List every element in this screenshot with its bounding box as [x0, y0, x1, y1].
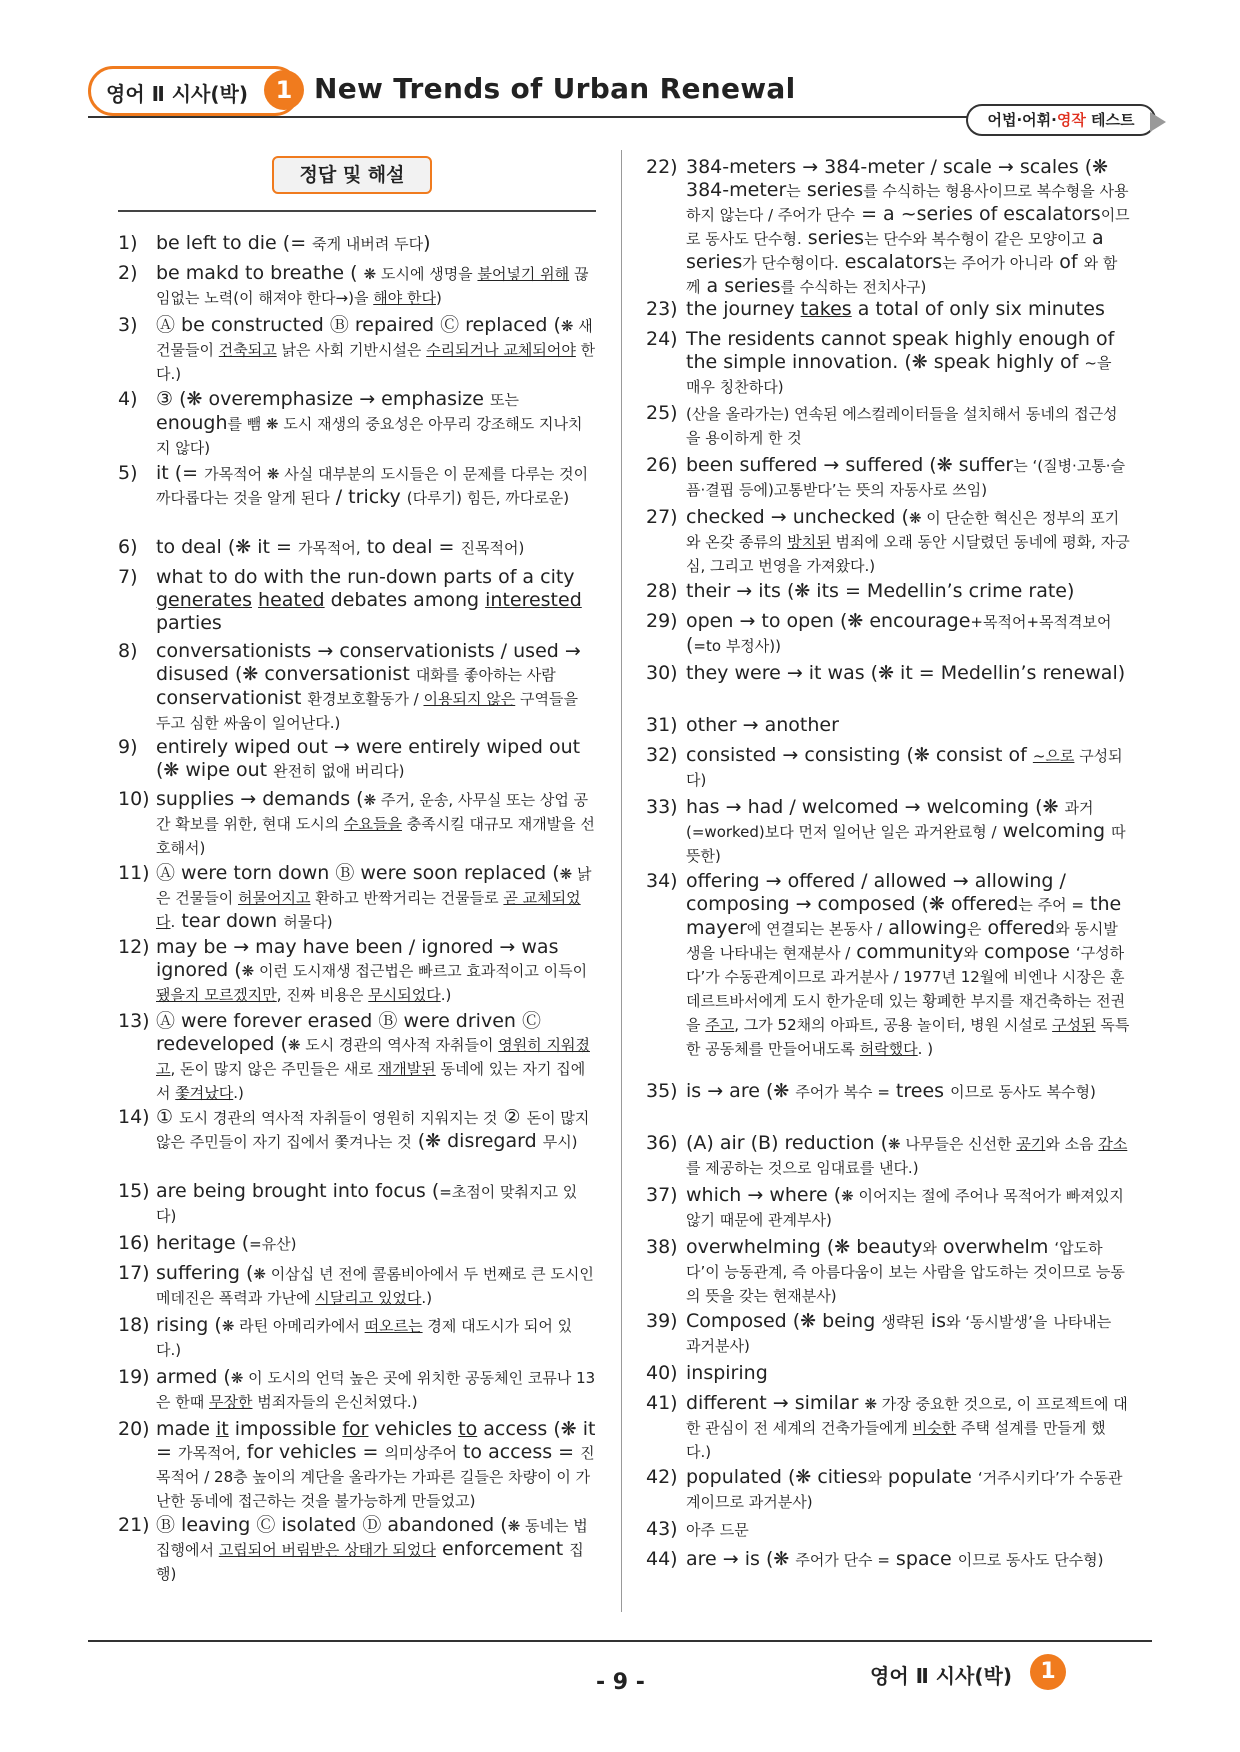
item-number: 29) — [646, 610, 678, 632]
item-number: 1) — [118, 232, 138, 254]
subject-label: 영어 Ⅱ 시사(박) — [106, 82, 248, 106]
item-number: 7) — [118, 566, 138, 588]
item-number: 14) — [118, 1106, 150, 1128]
footer-rule — [88, 1640, 1152, 1642]
item-number: 44) — [646, 1548, 678, 1570]
item-number: 39) — [646, 1310, 678, 1332]
column-divider — [621, 150, 622, 1612]
tag-part1: 어법·어휘· — [987, 111, 1057, 129]
page-number: - 9 - — [596, 1670, 645, 1695]
item-number: 20) — [118, 1418, 150, 1440]
item-number: 17) — [118, 1262, 150, 1284]
page-title: New Trends of Urban Renewal — [314, 72, 796, 105]
item-number: 26) — [646, 454, 678, 476]
item-number: 33) — [646, 796, 678, 818]
footer-subject-label: 영어 Ⅱ 시사(박) — [870, 1664, 1012, 1688]
item-number: 6) — [118, 536, 138, 558]
item-number: 24) — [646, 328, 678, 350]
item-number: 4) — [118, 388, 138, 410]
item-number: 27) — [646, 506, 678, 528]
item-number: 2) — [118, 262, 138, 284]
item-number: 42) — [646, 1466, 678, 1488]
item-number: 13) — [118, 1010, 150, 1032]
answer-heading: 정답 및 해설 — [272, 156, 432, 194]
lesson-number-badge: 1 — [264, 70, 304, 110]
item-number: 32) — [646, 744, 678, 766]
item-number: 37) — [646, 1184, 678, 1206]
item-number: 25) — [646, 402, 678, 424]
item-number: 35) — [646, 1080, 678, 1102]
tag-arrow-icon — [1150, 112, 1166, 132]
item-number: 5) — [118, 462, 138, 484]
item-number: 31) — [646, 714, 678, 736]
item-number: 34) — [646, 870, 678, 892]
item-number: 21) — [118, 1514, 150, 1536]
left-column-rule — [118, 210, 596, 212]
item-number: 41) — [646, 1392, 678, 1414]
item-number: 28) — [646, 580, 678, 602]
item-number: 3) — [118, 314, 138, 336]
item-number: 23) — [646, 298, 678, 320]
item-number: 8) — [118, 640, 138, 662]
item-number: 16) — [118, 1232, 150, 1254]
test-type-tag — [966, 104, 1156, 136]
item-number: 15) — [118, 1180, 150, 1202]
item-number: 38) — [646, 1236, 678, 1258]
item-number: 19) — [118, 1366, 150, 1388]
item-number: 12) — [118, 936, 150, 958]
tag-highlight: 영작 — [1056, 111, 1086, 129]
item-number: 10) — [118, 788, 150, 810]
item-number: 30) — [646, 662, 678, 684]
item-number: 22) — [646, 156, 678, 178]
footer-lesson-badge: 1 — [1030, 1654, 1066, 1690]
item-number: 40) — [646, 1362, 678, 1384]
item-number: 43) — [646, 1518, 678, 1540]
tag-part2: 테스트 — [1085, 111, 1135, 129]
item-number: 9) — [118, 736, 138, 758]
item-number: 36) — [646, 1132, 678, 1154]
item-number: 11) — [118, 862, 150, 884]
item-number: 18) — [118, 1314, 150, 1336]
